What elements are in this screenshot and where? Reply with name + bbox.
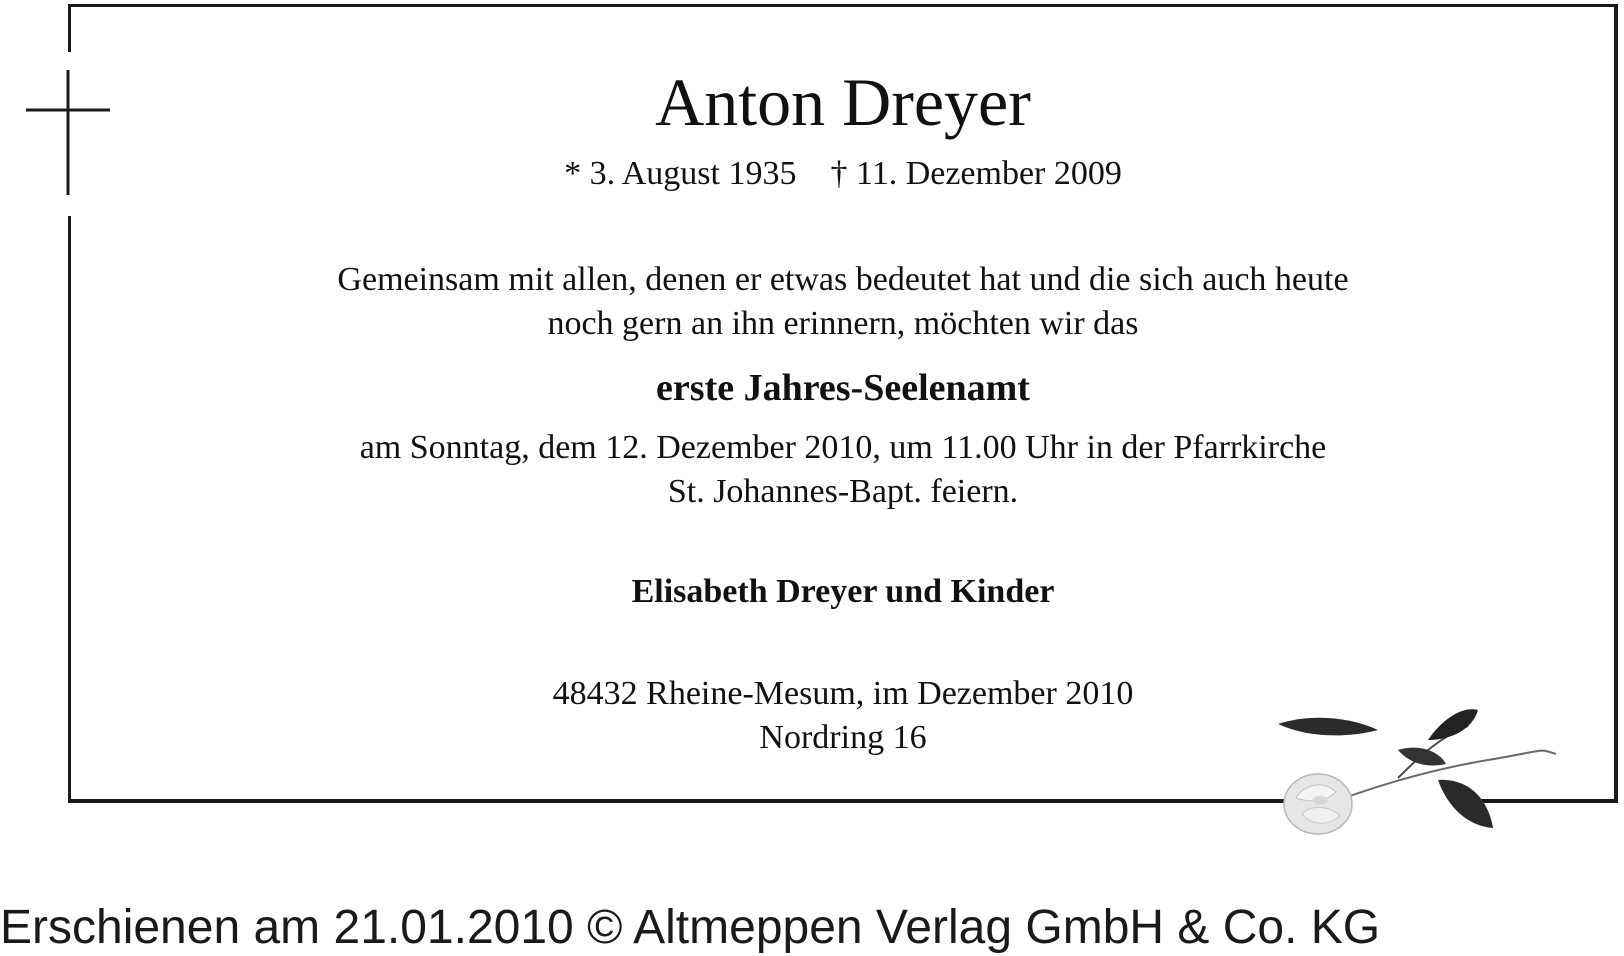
name-text: Anton Dreyer xyxy=(655,64,1031,140)
detail-line: am Sonntag, dem 12. Dezember 2010, um 11.00 Uhr in der Pfarrkirche xyxy=(359,429,1327,466)
headline-text: erste Jahres-Seelenamt xyxy=(656,367,1030,409)
service-headline xyxy=(68,364,1618,412)
birth-date: * 3. August 1935 xyxy=(564,155,797,192)
deceased-name xyxy=(68,62,1618,142)
death-date: † 11. Dezember 2009 xyxy=(830,155,1122,192)
frame-top-border xyxy=(68,4,1618,7)
service-details xyxy=(68,426,1618,514)
address-line: Nordring 16 xyxy=(759,719,927,756)
signature-text: Elisabeth Dreyer und Kinder xyxy=(631,573,1055,610)
family-signature xyxy=(68,570,1618,614)
frame-bottom-border-left xyxy=(68,799,1286,803)
address-line: 48432 Rheine-Mesum, im Dezember 2010 xyxy=(552,675,1134,712)
rose-icon xyxy=(1278,708,1558,848)
detail-line: St. Johannes-Bapt. feiern. xyxy=(667,473,1019,510)
footer-text: Erschienen am 21.01.2010 © Altmeppen Verlag GmbH & Co. KG xyxy=(0,901,1381,954)
intro-line: noch gern an ihn erinnern, möchten wir das xyxy=(547,305,1139,342)
life-dates xyxy=(68,152,1618,196)
intro-line: Gemeinsam mit allen, denen er etwas bedeutet hat und die sich auch heute xyxy=(337,261,1349,298)
publication-footer xyxy=(0,900,1380,956)
intro-paragraph xyxy=(68,258,1618,346)
